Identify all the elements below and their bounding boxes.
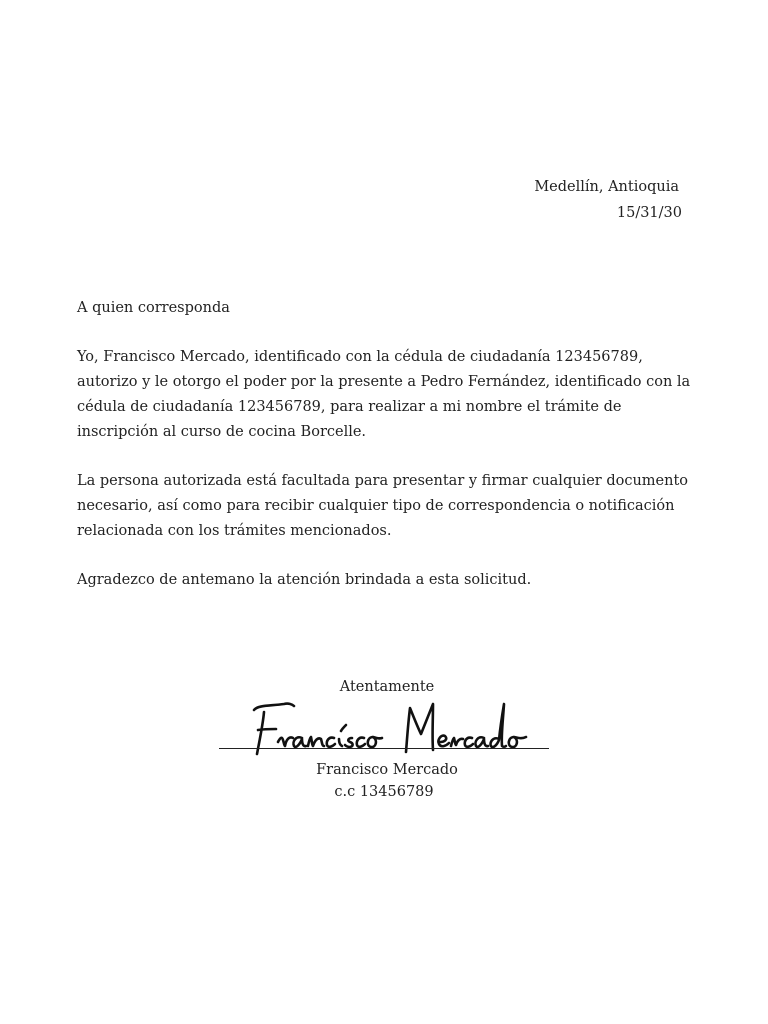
signer-name: Francisco Mercado [316, 762, 458, 778]
paragraph-authorization: Yo, Francisco Mercado, identificado con la cédula de ciudadanía 123456789, autorizo y le otorgo el poder por la presente a Pedro Fernández, identificado con la cédula de ciudadanía 123456789, para realizar a mi nombre el trámite de inscripción al curso de cocina Borcelle. [77, 349, 691, 440]
paragraph-thanks: Agradezco de antemano la atención brindada a esta solicitud. [77, 572, 532, 588]
letter-greeting: A quien corresponda [77, 300, 230, 316]
signer-id-number: c.c 13456789 [334, 784, 434, 800]
letter-body [77, 296, 697, 617]
handwritten-signature [248, 696, 533, 762]
closing-salutation: Atentamente [339, 679, 435, 695]
signature-line [219, 748, 549, 749]
place-date-block [534, 174, 682, 226]
letter-date: 15/31/30 [616, 205, 682, 221]
letter-place: Medellín, Antioquia [534, 179, 679, 195]
paragraph-faculties: La persona autorizada está facultada para presentar y firmar cualquier documento necesario, así como para recibir cualquier tipo de correspondencia o notificación relacionada con los trámites mencionados. [77, 473, 689, 539]
